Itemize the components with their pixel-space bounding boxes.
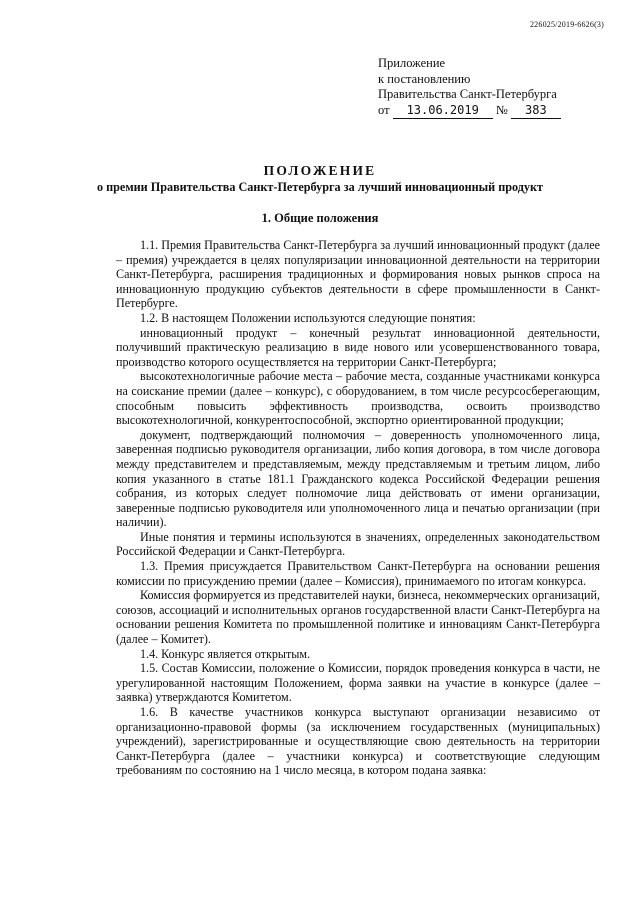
document-subtitle: о премии Правительства Санкт-Петербурга за лучший инновационный продукт: [96, 180, 544, 194]
decree-date: 13.06.2019: [393, 103, 493, 120]
appendix-line-3: Правительства Санкт-Петербурга: [378, 87, 557, 101]
definition-hightech-jobs: высокотехнологичные рабочие места – рабочие места, созданные участниками конкурса на соискание премии (далее – конкурс), с оборудованием, в том числе ресурсосберегающим, способным повысить эффективность производства, освоить производство высокотехнологичной, конкурентоспособной, экспортно ориентированной продукции;: [116, 369, 600, 428]
appendix-line-2: к постановлению: [378, 71, 471, 86]
paragraph-1-2: 1.2. В настоящем Положении используются следующие понятия:: [140, 310, 476, 325]
paragraph-1-4: 1.4. Конкурс является открытым.: [140, 646, 311, 661]
document-title: ПОЛОЖЕНИЕ: [263, 163, 377, 178]
paragraph-1-3: 1.3. Премия присуждается Правительством Санкт-Петербурга на основании решения комиссии по присуждению премии (далее – Комиссия), принимаемого по итогам конкурса.: [116, 559, 600, 588]
appendix-date-row: [378, 103, 618, 120]
paragraph-other-terms: Иные понятия и термины используются в значениях, определенных законодательством Российской Федерации и Санкт-Петербурга.: [116, 529, 600, 559]
definition-authority-document: документ, подтверждающий полномочия – доверенность уполномоченного лица, заверенная подписью руководителя организации, либо копия договора, в том числе договора между представителем и представляемым, между представляемым и третьим лицом, либо копия указанного в статье 181.1 Гражданского кодекса Российской Федерации решения собрания, из которых следует полномочие лица действовать от имени организации, заверенные подписью руководителя или уполномоченного лица и печатью организации (при наличии).: [116, 427, 600, 530]
decree-number: 383: [511, 103, 561, 120]
paragraph-1-1: 1.1. Премия Правительства Санкт-Петербурга за лучший инновационный продукт (далее – премия) учреждается в целях популяризации инновационной деятельности на территории Санкт-Петербурга, расширения традиционных и формирования новых рынков спроса на инновационную продукцию субъектов деятельности в сфере промышленности в Санкт-Петербурге.: [116, 238, 600, 311]
document-code: 226025/2019-6626(3): [529, 20, 604, 29]
from-label: от: [378, 102, 390, 117]
paragraph-1-6: 1.6. В качестве участников конкурса выступают организации независимо от организационно-правовой формы (за исключением государственных (муниципальных) учреждений), зарегистрированные и осуществляющие свою деятельность на территории Санкт-Петербурга (далее – участники конкурса) и соответствующие следующим требованиям по состоянию на 1 число месяца, в котором подана заявка:: [116, 705, 600, 778]
appendix-line-1: Приложение: [378, 56, 446, 70]
document-body: [116, 238, 600, 778]
section-heading: 1. Общие положения: [261, 211, 379, 225]
paragraph-1-5: 1.5. Состав Комиссии, положение о Комиссии, порядок проведения конкурса в части, не урегулированной настоящим Положением, форма заявки на участие в конкурсе (далее – заявка) утверждаются Комитетом.: [116, 661, 600, 705]
definition-innovative-product: инновационный продукт – конечный результат инновационной деятельности, получивший практическую реализацию в виде нового или усовершенствованного товара, производство которого осуществляется на территории Санкт-Петербурга;: [116, 325, 600, 369]
paragraph-commission: Комиссия формируется из представителей науки, бизнеса, некоммерческих организаций, союзов, ассоциаций и исполнительных органов государственной власти Санкт-Петербурга на основании решения Комитета по промышленной политике и инновациям Санкт-Петербурга (далее – Комитет).: [116, 588, 600, 647]
appendix-block: [378, 56, 618, 119]
number-label: №: [495, 102, 508, 117]
